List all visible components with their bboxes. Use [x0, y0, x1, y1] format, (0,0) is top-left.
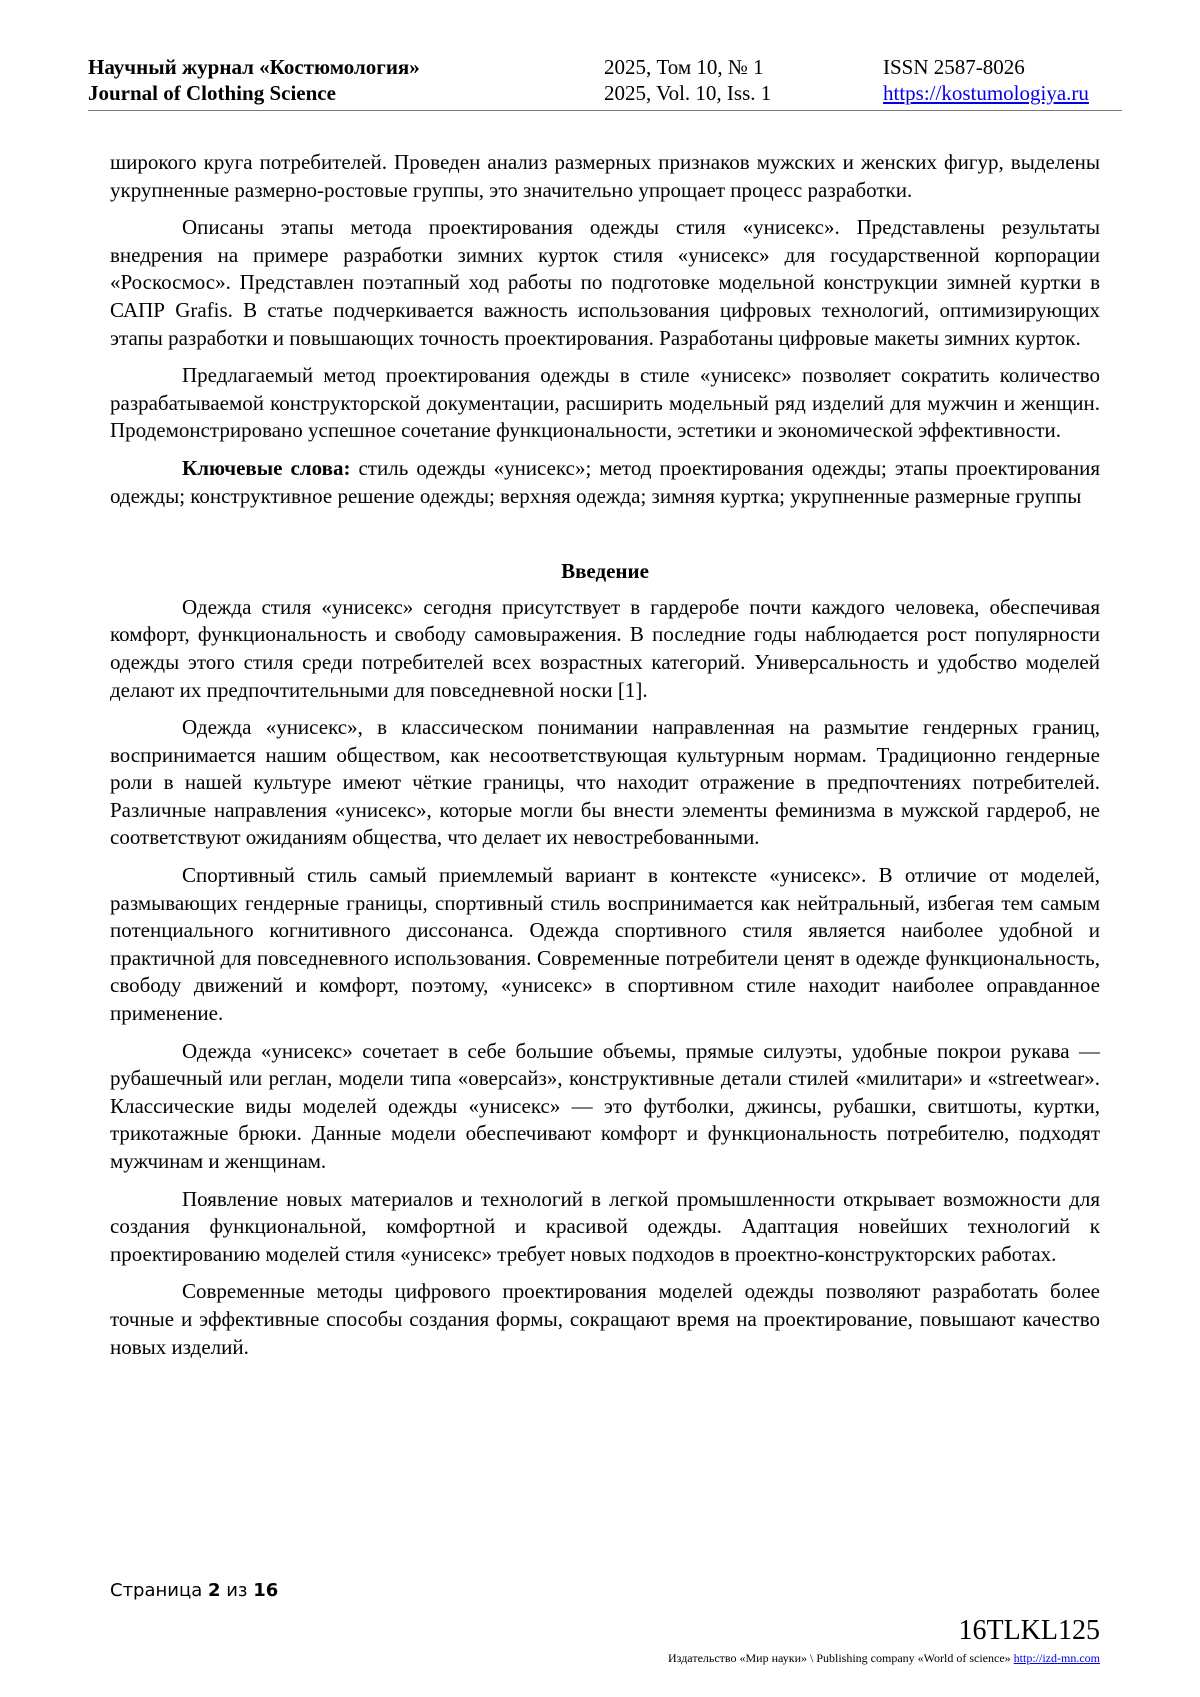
issue-info-ru: 2025, Том 10, № 1: [604, 55, 764, 79]
page-number: [110, 1580, 278, 1601]
running-header: [88, 54, 1122, 111]
intro-paragraph: Одежда «унисекс» сочетает в себе большие объемы, прямые силуэты, удобные покрои рукава — рубашечный или реглан, модели типа «оверсайз», конструктивные детали стилей «милитари» и «streetwear». Классические виды моделей одежды «унисекс» — это футболки, джинсы, рубашки, свитшоты, куртки, трикотажные брюки. Данные модели обеспечивают комфорт и функциональность потребителю, подходят мужчинам и женщинам.: [110, 1038, 1100, 1173]
publisher-url-link[interactable]: http://izd-mn.com: [1013, 1651, 1100, 1665]
journal-identifiers: [883, 54, 1089, 106]
publisher-text: Издательство «Мир науки» \ Publishing company «World of science»: [668, 1651, 1014, 1665]
issn: ISSN 2587-8026: [883, 55, 1025, 79]
journal-url-link[interactable]: https://kostumologiya.ru: [883, 81, 1089, 105]
intro-paragraph: Современные методы цифрового проектирования моделей одежды позволяют разработать более точные и эффективные способы создания формы, сокращают время на проектирование, повышают качество новых изделий.: [110, 1279, 1100, 1359]
publisher-line: [668, 1651, 1100, 1666]
intro-paragraph: Спортивный стиль самый приемлемый вариант в контексте «унисекс». В отличие от моделей, размывающих гендерные границы, спортивный стиль воспринимается как нейтральный, избегая тем самым потенциального когнитивного диссонанса. Одежда спортивного стиля является наиболее удобной и практичной для повседневного использования. Современные потребители ценят в одежде функциональность, свободу движений и комфорт, поэтому, «унисекс» в спортивном стиле находит наиболее оправданное применение.: [110, 863, 1100, 1026]
page-prefix: Страница: [110, 1580, 208, 1601]
page-total: 16: [253, 1580, 279, 1601]
page-separator: из: [220, 1580, 254, 1601]
issue-info-en: 2025, Vol. 10, Iss. 1: [604, 81, 772, 105]
section-title-introduction: Введение: [561, 559, 649, 584]
journal-name: [88, 54, 420, 106]
abstract-paragraph: Предлагаемый метод проектирования одежды в стиле «унисекс» позволяет сократить количество разрабатываемой конструкторской документации, расширить модельный ряд изделий для мужчин и женщин. Продемонстрировано успешное сочетание функциональности, эстетики и экономической эффективности.: [110, 363, 1100, 443]
intro-paragraph: Появление новых материалов и технологий в легкой промышленности открывает возможности для создания функциональной, комфортной и красивой одежды. Адаптация новейших технологий к проектированию моделей стиля «унисекс» требует новых подходов в проектно-конструкторских работах.: [110, 1186, 1100, 1266]
keywords-text: стиль одежды «унисекс»; метод проектирования одежды; этапы проектирования одежды; конструктивное решение одежды; верхняя одежда; зимняя куртка; укрупненные размерные группы: [110, 455, 1100, 508]
journal-name-ru: Научный журнал «Костюмология»: [88, 55, 420, 79]
intro-paragraph: Одежда стиля «унисекс» сегодня присутствует в гардеробе почти каждого человека, обеспечивая комфорт, функциональность и свободу самовыражения. В последние годы наблюдается рост популярности одежды этого стиля среди потребителей всех возрастных категорий. Универсальность и удобство моделей делают их предпочтительными для повседневной носки [1].: [110, 594, 1100, 702]
page-current: 2: [207, 1580, 221, 1601]
intro-paragraph: Одежда «унисекс», в классическом понимании направленная на размытие гендерных границ, воспринимается нашим обществом, как несоответствующая культурным нормам. Традиционно гендерные роли в нашей культуре имеют чёткие границы, что находит отражение в предпочтениях потребителей. Различные направления «унисекс», которые могли бы внести элементы феминизма в мужской гардероб, не соответствуют ожиданиям общества, что делает их невостребованными.: [110, 715, 1100, 850]
issue-info: [604, 54, 771, 106]
abstract-paragraph: Описаны этапы метода проектирования одежды стиля «унисекс». Представлены результаты внедрения на примере разработки зимних курток стиля «унисекс» для государственной корпорации «Роскосмос». Представлен поэтапный ход работы по подготовке модельной конструкции зимней куртки в САПР Grafis. В статье подчеркивается важность использования цифровых технологий, оптимизирующих этапы разработки и повышающих точность проектирования. Разработаны цифровые макеты зимних курток.: [110, 215, 1100, 350]
article-body: [110, 149, 1100, 1371]
article-code: 16TLKL125: [958, 1615, 1100, 1646]
abstract-paragraph: широкого круга потребителей. Проведен анализ размерных признаков мужских и женских фигур, выделены укрупненные размерно-ростовые группы, это значительно упрощает процесс разработки.: [110, 150, 1100, 202]
keywords-label: Ключевые слова:: [182, 455, 351, 480]
keywords: [110, 455, 1100, 510]
journal-name-en: Journal of Clothing Science: [88, 81, 336, 105]
